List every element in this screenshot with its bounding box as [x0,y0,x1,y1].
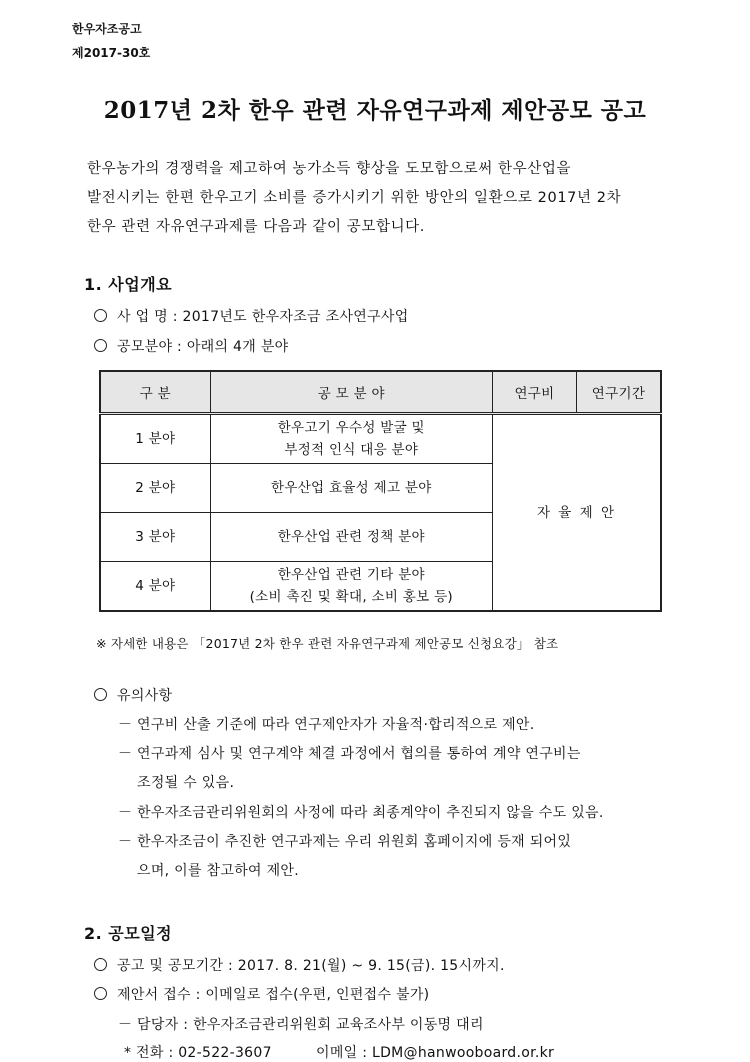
table-header-row [100,371,661,414]
field-line: 한우산업 관련 정책 분야 [277,529,425,545]
section2-heading: 2. 공모일정 [84,924,173,943]
period-item [94,955,505,975]
caution-line: 조정될 수 있음. [137,775,235,791]
field-line: 부정적 인식 대응 분야 [284,442,419,458]
field-line: (소비 촉진 및 확대, 소비 홍보 등) [249,589,453,605]
table-header-field: 공 모 분 야 [210,371,492,414]
caution-line: － 연구비 산출 기준에 따라 연구제안자가 자율적·합리적으로 제안. [118,717,535,733]
project-name-item [94,306,409,326]
table-header-period: 연구기간 [576,371,661,414]
fields-table [99,370,662,612]
bullet-circle-icon [94,958,107,971]
section1-heading: 1. 사업개요 [84,275,173,294]
submission-item [94,984,429,1004]
table-cell-field [210,464,492,513]
intro-line-3: 한우 관련 자유연구과제를 다음과 같이 공모합니다. [87,219,425,235]
phone-line: * 전화 : 02-522-3607 [124,1045,272,1061]
caution-line: － 연구과제 심사 및 연구계약 체결 과정에서 협의를 통하여 계약 연구비는 [118,746,581,762]
cautions-label: 유의사항 [117,688,173,704]
email-line: 이메일 : LDM@hanwooboard.or.kr [316,1045,555,1061]
submission-text: 제안서 접수 : 이메일로 접수(우편, 인편접수 불가) [117,987,430,1003]
contact-line: － 담당자 : 한우자조금관리위원회 교육조사부 이동명 대리 [118,1017,484,1033]
cautions-item [94,685,172,705]
field-line: 한우산업 관련 기타 분야 [277,567,425,583]
table-cell-field [210,414,492,464]
fields-label-text: 공모분야 : 아래의 4개 분야 [117,339,289,355]
bullet-circle-icon [94,688,107,701]
bullet-circle-icon [94,309,107,322]
table-cell-field [210,562,492,612]
page-title: 2017년 2차 한우 관련 자유연구과제 제안공모 공고 [103,97,647,124]
caution-line: － 한우자조금관리위원회의 사정에 따라 최종계약이 추진되지 않을 수도 있음. [118,805,604,821]
project-name-text: 사 업 명 : 2017년도 한우자조금 조사연구사업 [117,309,409,325]
bullet-circle-icon [94,987,107,1000]
bullet-circle-icon [94,339,107,352]
field-line: 한우고기 우수성 발굴 및 [277,420,425,436]
intro-line-2: 발전시키는 한편 한우고기 소비를 증가시키기 위한 방안의 일환으로 2017년 2차 [87,190,622,206]
caution-line: 으며, 이를 참고하여 제안. [137,863,299,879]
field-line: 한우산업 효율성 제고 분야 [271,480,432,496]
intro-line-1: 한우농가의 경쟁력을 제고하여 농가소득 향상을 도모함으로써 한우산업을 [87,161,572,177]
notice-org: 한우자조공고 [72,22,142,36]
table-note: ※ 자세한 내용은 「2017년 2차 한우 관련 자유연구과제 제안공모 신청요강」 참조 [96,636,559,651]
fields-item [94,336,288,356]
table-header-budget: 연구비 [492,371,576,414]
table-row [100,414,661,464]
period-text: 공고 및 공모기간 : 2017. 8. 21(월) ~ 9. 15(금). 15시까지. [117,958,505,974]
notice-number: 제2017-30호 [72,46,151,60]
table-header-category: 구 분 [100,371,210,414]
table-cell-merged: 자 율 제 안 [492,414,661,612]
caution-line: － 한우자조금이 추진한 연구과제는 우리 위원회 홈페이지에 등재 되어있 [118,834,572,850]
table-cell-field [210,513,492,562]
table-cell-category: 3 분야 [100,513,210,562]
table-cell-category: 4 분야 [100,562,210,612]
table-cell-category: 2 분야 [100,464,210,513]
table-cell-category: 1 분야 [100,414,210,464]
